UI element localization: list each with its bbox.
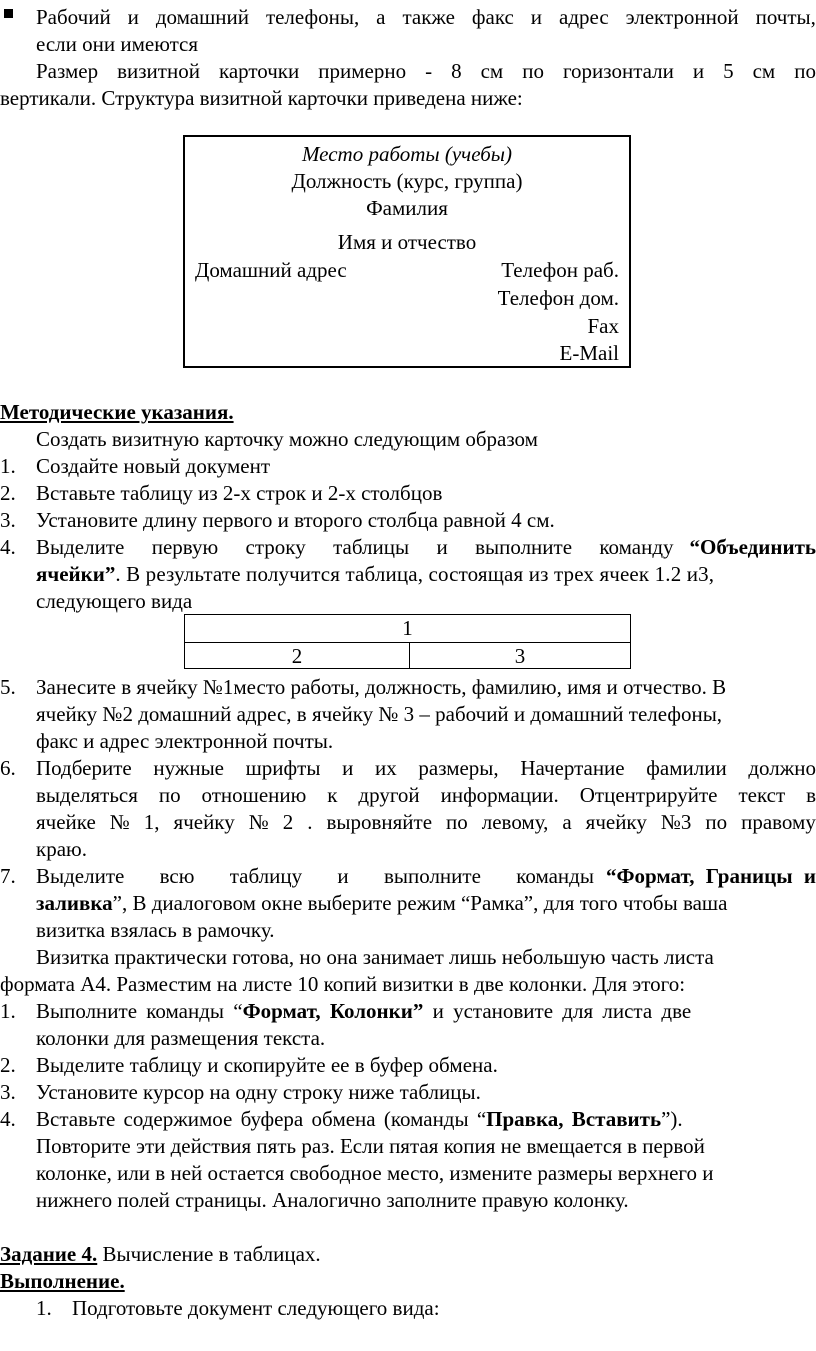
col-step-1-post: и установите для листа две — [423, 999, 692, 1023]
word: по — [522, 59, 544, 83]
word: примерно — [318, 59, 407, 83]
step-4-line-2-rest: . В результате получится таблица, состоящая из трех ячеек 1.2 и3, — [115, 562, 715, 586]
task-heading — [0, 1241, 321, 1267]
step-4-number: 4. — [0, 535, 16, 559]
col-step-4-number: 4. — [0, 1107, 16, 1131]
word: правому — [741, 810, 816, 834]
col-step-1-bold: Формат, Колонки” — [242, 999, 424, 1023]
word: отношению — [201, 783, 307, 807]
word: Выделите — [36, 535, 125, 559]
word: Начертание — [520, 756, 625, 780]
word: всю — [159, 864, 195, 888]
word: электронной — [625, 5, 739, 29]
task-step-1-number: 1. — [36, 1296, 52, 1320]
word: шрифты — [245, 756, 321, 780]
word: строку — [245, 535, 306, 559]
word: 8 — [451, 59, 462, 83]
word: текст — [738, 783, 786, 807]
word: ячейку — [173, 810, 235, 834]
step-3-text: Установите длину первого и второго столбца равной 4 см. — [36, 508, 555, 532]
col-step-4-line-3: колонке, или в ней остается свободное место, измените размеры верхнего и — [36, 1161, 714, 1185]
step-5-line-1: Занесите в ячейку №1место работы, должность, фамилию, имя и отчество. В — [36, 675, 727, 699]
word: выделяться — [36, 783, 138, 807]
col-step-4-post: ”). — [661, 1107, 683, 1131]
word: и — [530, 5, 543, 29]
word: Выделите — [36, 864, 125, 888]
word: первую — [151, 535, 219, 559]
col-step-1-number: 1. — [0, 999, 16, 1023]
step-4-line-2 — [36, 561, 714, 587]
step-6-number: 6. — [0, 756, 16, 780]
col-step-1-line-1 — [36, 998, 691, 1024]
word: команды — [516, 864, 594, 888]
col-step-4-bold: Правка, Вставить — [486, 1107, 662, 1131]
table-cell-3: 3 — [514, 644, 526, 668]
word: по — [158, 783, 181, 807]
step-4-bold-cells: ячейки” — [36, 562, 116, 586]
word: горизонтали — [562, 59, 674, 83]
step-5-line-3: факс и адрес электронной почты. — [36, 729, 334, 753]
task-label: Задание 4. — [0, 1242, 98, 1266]
step-6-line-1 — [36, 755, 816, 781]
word: команду — [599, 535, 674, 559]
word: таблицу — [229, 864, 303, 888]
step-4-bold-merge: “Объединить — [689, 535, 816, 559]
paragraph-line-1: Визитка практически готова, но она занимает лишь небольшую часть листа — [36, 945, 714, 969]
word: адрес — [559, 5, 609, 29]
step-7-line-2-rest: ”, В диалоговом окне выберите режим “Рамка”, для того чтобы ваша — [112, 891, 728, 915]
step-5-line-2: ячейку №2 домашний адрес, в ячейку № 3 – рабочий и домашний телефоны, — [36, 702, 723, 726]
word: домашний — [155, 5, 249, 29]
word: выровняйте — [326, 810, 433, 834]
word: факс — [471, 5, 514, 29]
word: 5 — [723, 59, 734, 83]
col-step-1-line-2: колонки для размещения текста. — [36, 1026, 326, 1050]
col-step-2-number: 2. — [0, 1053, 16, 1077]
step-6-line-3 — [36, 809, 816, 835]
card-name: Имя и отчество — [337, 230, 477, 254]
word: и — [127, 5, 139, 29]
word: выполните — [475, 535, 573, 559]
step-7-line-3: визитка взялась в рамочку. — [36, 918, 275, 942]
step-7-bold-format: “Формат, Границы и — [605, 864, 816, 888]
word: № — [109, 810, 130, 834]
step-7-bold-fill: заливка — [36, 891, 113, 915]
word: нужные — [153, 756, 224, 780]
word: см — [752, 59, 776, 83]
word: по — [794, 59, 816, 83]
word: другой — [358, 783, 420, 807]
size-line-2: вертикали. Структура визитной карточки приведена ниже: — [0, 86, 523, 110]
step-1-text: Создайте новый документ — [36, 454, 271, 478]
col-step-4-pre: Вставьте содержимое буфера обмена (команды “ — [36, 1107, 487, 1131]
word: визитной — [117, 59, 200, 83]
card-email: E-Mail — [559, 341, 619, 365]
execution-heading: Выполнение. — [0, 1269, 125, 1293]
word: Рабочий — [36, 5, 111, 29]
step-6-line-2 — [36, 782, 816, 808]
method-intro: Создать визитную карточку можно следующим образом — [36, 427, 538, 451]
word: карточки — [218, 59, 300, 83]
word: ячейку — [585, 810, 647, 834]
col-step-4-line-1 — [36, 1106, 683, 1132]
word: 2 — [282, 810, 294, 834]
word: Размер — [36, 59, 99, 83]
step-1-number: 1. — [0, 454, 16, 478]
bullet-line-1 — [36, 4, 816, 30]
merged-table-diagram — [184, 614, 631, 669]
word: к — [327, 783, 338, 807]
size-line-1 — [36, 58, 816, 84]
word: и — [337, 864, 349, 888]
word: № — [248, 810, 269, 834]
col-step-4-line-4: нижнего полей страницы. Аналогично заполните правую колонку. — [36, 1188, 629, 1212]
word: ячейке — [36, 810, 96, 834]
bullet-marker — [4, 9, 13, 18]
task-step-1-text: Подготовьте документ следующего вида: — [72, 1296, 440, 1320]
word: 1, — [143, 810, 160, 834]
step-4-line-1 — [36, 534, 816, 560]
word: а — [562, 810, 572, 834]
word: телефоны, — [265, 5, 360, 29]
word: таблицы — [333, 535, 410, 559]
word: по — [446, 810, 468, 834]
word: а — [376, 5, 386, 29]
step-2-text: Вставьте таблицу из 2-х строк и 2-х столбцов — [36, 481, 443, 505]
word: почты, — [755, 5, 816, 29]
col-step-3-text: Установите курсор на одну строку ниже таблицы. — [36, 1080, 481, 1104]
task-title: Вычисление в таблицах. — [97, 1242, 321, 1266]
word: выполните — [383, 864, 481, 888]
word: их — [374, 756, 397, 780]
table-cell-1: 1 — [185, 615, 630, 643]
step-7-words — [36, 863, 594, 889]
word: в — [806, 783, 816, 807]
col-step-1-pre: Выполните команды “ — [36, 999, 243, 1023]
col-step-2-text: Выделите таблицу и скопируйте ее в буфер обмена. — [36, 1053, 498, 1077]
col-step-3-number: 3. — [0, 1080, 16, 1104]
card-phone-work: Телефон раб. — [501, 258, 619, 282]
word: размеры, — [418, 756, 499, 780]
word: также — [402, 5, 455, 29]
step-3-number: 3. — [0, 508, 16, 532]
word: Отцентрируйте — [579, 783, 718, 807]
word: и — [436, 535, 448, 559]
word: Подберите — [36, 756, 132, 780]
word: фамилии — [646, 756, 727, 780]
step-6-line-4: краю. — [36, 837, 87, 861]
word: см — [480, 59, 504, 83]
step-4-line-3: следующего вида — [36, 589, 193, 613]
card-home-address: Домашний адрес — [195, 258, 347, 282]
method-heading: Методические указания. — [0, 400, 234, 424]
word: левому, — [481, 810, 549, 834]
card-surname: Фамилия — [366, 196, 448, 220]
word: должно — [748, 756, 816, 780]
word: - — [425, 59, 433, 83]
step-4-words — [36, 534, 674, 560]
word: по — [705, 810, 728, 834]
step-7-line-2 — [36, 890, 727, 916]
word: и — [692, 59, 705, 83]
word: №3 — [660, 810, 692, 834]
card-fax: Fax — [587, 314, 619, 338]
word: информации. — [440, 783, 559, 807]
card-position: Должность (курс, группа) — [291, 169, 523, 193]
col-step-4-line-2: Повторите эти действия пять раз. Если пятая копия не вмещается в первой — [36, 1134, 705, 1158]
step-2-number: 2. — [0, 481, 16, 505]
table-cell-2: 2 — [185, 643, 410, 669]
step-7-number: 7. — [0, 864, 16, 888]
word: . — [307, 810, 313, 834]
paragraph-line-2: формата А4. Разместим на листе 10 копий визитки в две колонки. Для этого: — [0, 972, 686, 996]
bullet-line-2: если они имеются — [36, 32, 199, 56]
step-5-number: 5. — [0, 675, 16, 699]
card-workplace: Место работы (учебы) — [301, 142, 513, 166]
card-phone-home: Телефон дом. — [497, 286, 619, 310]
word: и — [342, 756, 354, 780]
business-card-diagram — [183, 135, 631, 368]
step-7-line-1 — [36, 863, 816, 889]
